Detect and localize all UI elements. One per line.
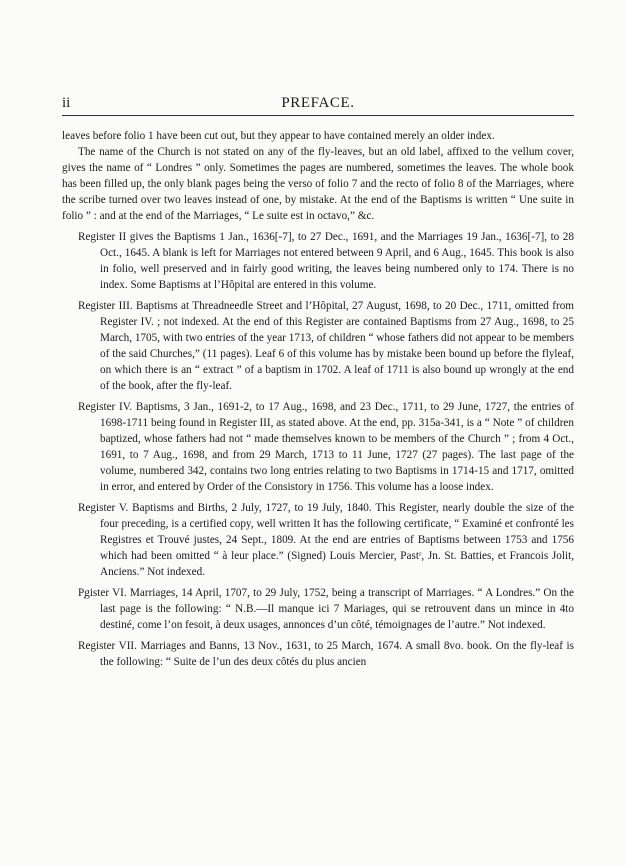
register-entry: Register V. Baptisms and Births, 2 July, 1727, to 19 July, 1840. This Register, nearly double the size of the four preceding, is a certified copy, well written It has the following certificate, “ Examiné et confronté les Registres et Trouvé justes, 24 Sept., 1809. At the end are entries of Baptisms between 1753 and 1756 which had been omitted “ à leur place.” (Signed) Louis Mercier, Pastʳ, Jn. St. Batties, et Francois Jolit, Anciens.” Not indexed.	[78, 502, 574, 578]
running-title: PREFACE.	[281, 95, 355, 111]
paragraph: leaves before folio 1 have been cut out, but they appear to have contained merely an older index.	[62, 130, 495, 142]
page-body	[62, 128, 574, 670]
register-entry: P̦gister VI. Marriages, 14 April, 1707, to 29 July, 1752, being a transcript of Marriages. “ A Londres.” On the last page is the following: “ N.B.—Il manque ici 7 Mariages, qui se retrouvent dans un mince in 4to destiné, come l’on fesoit, à deux usages, annonces d’un côté, témoignages de l’autre.” Not indexed.	[78, 587, 574, 631]
register-entry: Register II gives the Baptisms 1 Jan., 1636[-7], to 27 Dec., 1691, and the Marriages 19 Jan., 1636[-7], to 28 Oct., 1645. A blank is left for Marriages not entered between 9 April, and 6 Aug., 1645. This book is also in folio, well preserved and in fairly good writing, the leaves being numbered only to 174. There is no index. Some Baptisms at l’Hôpital are entered in this volume.	[78, 231, 574, 291]
page-number: ii	[62, 95, 71, 111]
register-entry: Register III. Baptisms at Threadneedle Street and l’Hôpital, 27 August, 1698, to 20 Dec., 1711, omitted from Register IV. ; not indexed. At the end of this Register are contained Baptisms from 27 Aug., 1698, to 25 March, 1705, with two entries of the year 1713, of children “ whose fathers did not appear to be members of the said Churches,” (11 pages). Leaf 6 of this volume has by mistake been bound up before the flyleaf, on which there is an “ extract ” of a baptism in 1702. A leaf of 1711 is also bound up wrongly at the end of the book, after the fly-leaf.	[78, 300, 574, 392]
register-entry: Register VII. Marriages and Banns, 13 Nov., 1631, to 25 March, 1674. A small 8vo. book. On the fly-leaf is the following: “ Suite de l’un des deux côtés du plus ancien	[78, 640, 574, 668]
paragraph: The name of the Church is not stated on any of the fly-leaves, but an old label, affixed to the vellum cover, gives the name of “ Londres ” only. Sometimes the pages are numbered, sometimes the leaves. The whole book has been filled up, the only blank pages being the verso of folio 7 and the recto of folio 8 of the Marriages, where the scribe turned over two leaves instead of one, by mistake. At the end of the Baptisms is written “ Une suite in folio ” : and at the end of the Marriages, “ Le suite est in octavo,” &c.	[62, 146, 574, 222]
page-header	[62, 95, 574, 116]
register-entry: Register IV. Baptisms, 3 Jan., 1691-2, to 17 Aug., 1698, and 23 Dec., 1711, to 29 June, 1727, the entries of 1698-1711 being found in Register III, as stated above. At the end, pp. 315a-341, is a “ Note ” of children baptized, whose fathers had not “ made themselves known to be members of the Church ” ; from 4 Oct., 1691, to 7 Aug., 1698, and from 29 March, 1713 to 11 June, 1727 (27 pages). The last page of the volume, numbered 342, contains two long entries relating to two Baptisms in 1714-15 and 1717, omitted in error, and entered by Order of the Consistory in 1756. This volume has a loose index.	[78, 401, 574, 493]
